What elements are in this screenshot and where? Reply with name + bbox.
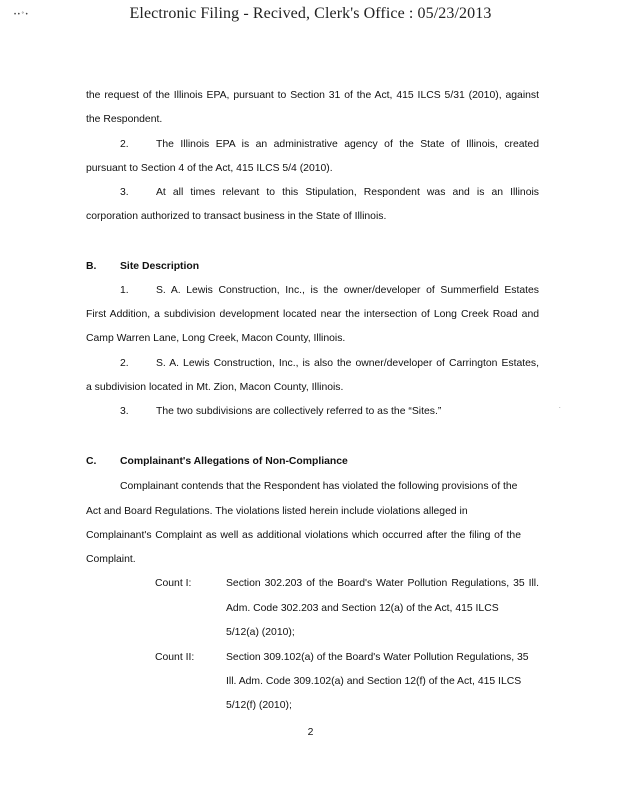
allegations-para-line: Complaint. [86, 554, 136, 565]
section-c-title: Complainant's Allegations of Non-Compliance [120, 456, 348, 467]
party-text-line: pursuant to Section 4 of the Act, 415 ILCS 5/4 (2010). [86, 163, 333, 174]
allegations-para-line: Complainant contends that the Respondent has violated the following provisions of the [120, 481, 518, 492]
intro-line-2: the Respondent. [86, 114, 163, 125]
party-number: 2. [120, 139, 129, 150]
count-line: Adm. Code 302.203 and Section 12(a) of the Act, 415 ILCS [226, 603, 499, 614]
site-item-line: The two subdivisions are collectively referred to as the “Sites.” [156, 406, 442, 417]
party-text-line: The Illinois EPA is an administrative agency of the State of Illinois, created [156, 139, 539, 150]
count-label: Count I: [155, 578, 192, 589]
party-text-line: corporation authorized to transact business in the State of Illinois. [86, 211, 387, 222]
filing-stamp: Electronic Filing - Recived, Clerk's Office : 05/23/2013 [129, 5, 492, 22]
site-item-line: Camp Warren Lane, Long Creek, Macon County, Illinois. [86, 333, 346, 344]
corner-marks: • • ° • [14, 12, 28, 18]
margin-dot: . [559, 404, 561, 410]
party-number: 3. [120, 187, 129, 198]
section-b-title: Site Description [120, 261, 200, 272]
site-item-number: 1. [120, 285, 129, 296]
party-text-line: At all times relevant to this Stipulation, Respondent was and is an Illinois [156, 187, 539, 198]
count-label: Count II: [155, 652, 195, 663]
site-item-line: S. A. Lewis Construction, Inc., is the owner/developer of Summerfield Estates [156, 285, 539, 296]
site-item-number: 3. [120, 406, 129, 417]
count-line: Section 302.203 of the Board's Water Pollution Regulations, 35 Ill. [226, 578, 539, 589]
count-line: 5/12(f) (2010); [226, 700, 292, 711]
allegations-para-line: Act and Board Regulations. The violations listed herein include violations alleged in [86, 506, 468, 517]
intro-line-1: the request of the Illinois EPA, pursuant to Section 31 of the Act, 415 ILCS 5/31 (2010), against [86, 90, 539, 101]
site-item-line: S. A. Lewis Construction, Inc., is also the owner/developer of Carrington Estates, [156, 358, 539, 369]
section-c-letter: C. [86, 456, 97, 467]
count-line: Ill. Adm. Code 309.102(a) and Section 12(f) of the Act, 415 ILCS [226, 676, 522, 687]
section-b-letter: B. [86, 261, 97, 272]
count-line: 5/12(a) (2010); [226, 627, 295, 638]
site-item-line: First Addition, a subdivision development located near the intersection of Long Creek Road and [86, 309, 539, 320]
allegations-para-line: Complainant's Complaint as well as additional violations which occurred after the filing of the [86, 530, 521, 541]
count-line: Section 309.102(a) of the Board's Water Pollution Regulations, 35 [226, 652, 529, 663]
site-item-line: a subdivision located in Mt. Zion, Macon County, Illinois. [86, 382, 344, 393]
page-number: 2 [307, 727, 314, 738]
site-item-number: 2. [120, 358, 129, 369]
